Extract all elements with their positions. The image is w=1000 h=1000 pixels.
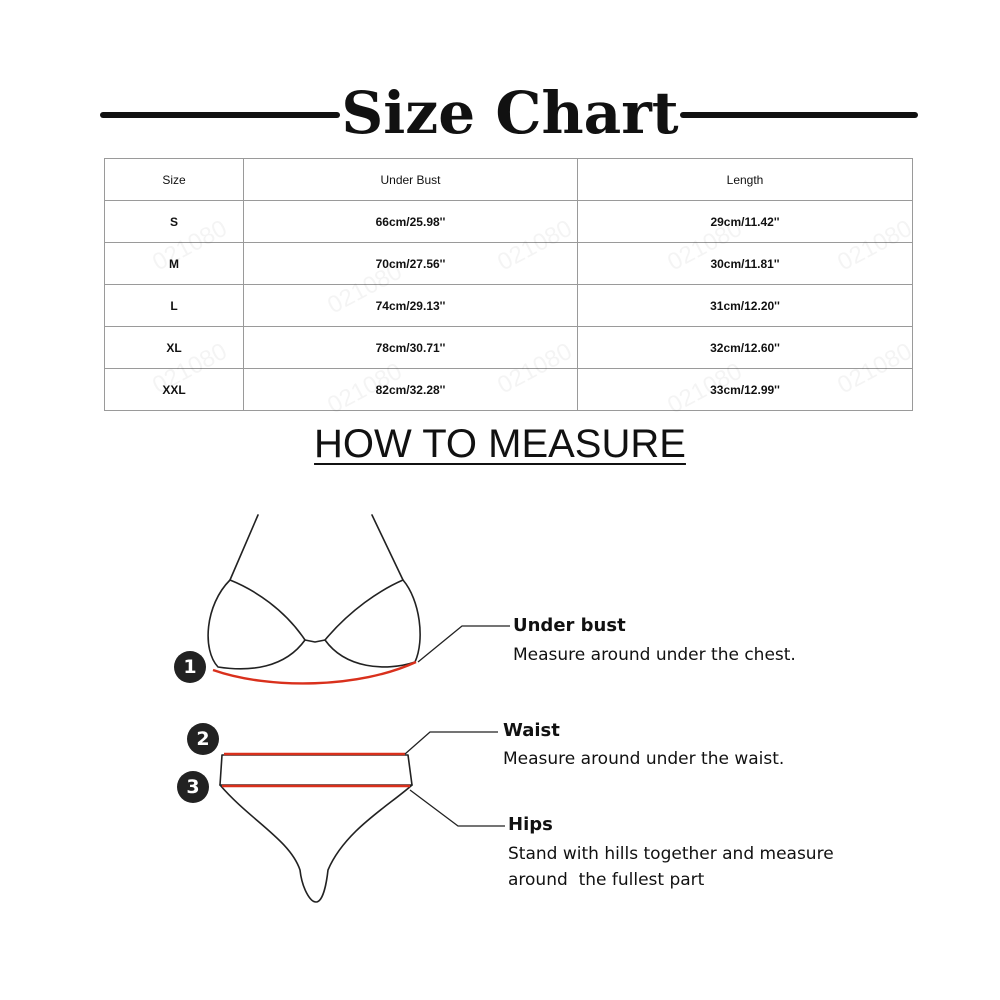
- badge-1: 1: [174, 651, 206, 683]
- cell-under-bust: 66cm/25.98'': [244, 201, 578, 243]
- under-bust-measure-line: [213, 662, 416, 683]
- cell-size: M: [105, 243, 244, 285]
- badge-3: 3: [177, 771, 209, 803]
- cell-size: XL: [105, 327, 244, 369]
- panty-body: [220, 785, 412, 902]
- page-title: Size Chart: [341, 79, 679, 147]
- header-length: Length: [578, 159, 913, 201]
- cell-under-bust: 78cm/30.71'': [244, 327, 578, 369]
- hips-description-line-2: around the fullest part: [508, 870, 705, 890]
- header-under-bust: Under Bust: [244, 159, 578, 201]
- bra-cup-right: [325, 580, 420, 667]
- under-bust-title: Under bust: [513, 615, 626, 636]
- waist-title: Waist: [503, 720, 560, 741]
- badge-2: 2: [187, 723, 219, 755]
- bra-cup-left: [208, 580, 305, 669]
- bra-strap-left: [230, 515, 258, 580]
- waist-leader-line: [405, 732, 498, 754]
- cell-under-bust: 74cm/29.13'': [244, 285, 578, 327]
- cell-length: 30cm/11.81'': [578, 243, 913, 285]
- bra-strap-right: [372, 515, 403, 580]
- cell-length: 32cm/12.60'': [578, 327, 913, 369]
- cell-length: 33cm/12.99'': [578, 369, 913, 411]
- under-bust-description: Measure around under the chest.: [513, 645, 796, 665]
- hips-description-line-1: Stand with hills together and measure: [508, 844, 834, 864]
- header-size: Size: [105, 159, 244, 201]
- cell-size: XXL: [105, 369, 244, 411]
- cell-size: L: [105, 285, 244, 327]
- under-bust-leader-line: [418, 626, 510, 662]
- cell-under-bust: 82cm/32.28'': [244, 369, 578, 411]
- cell-length: 31cm/12.20'': [578, 285, 913, 327]
- cell-length: 29cm/11.42'': [578, 201, 913, 243]
- hips-leader-line: [410, 790, 505, 826]
- how-to-measure-heading: HOW TO MEASURE: [314, 422, 686, 466]
- cell-under-bust: 70cm/27.56'': [244, 243, 578, 285]
- bra-center-gore: [305, 640, 325, 642]
- cell-size: S: [105, 201, 244, 243]
- waist-description: Measure around under the waist.: [503, 749, 785, 769]
- hips-title: Hips: [508, 814, 553, 835]
- panty-waistband: [220, 755, 412, 785]
